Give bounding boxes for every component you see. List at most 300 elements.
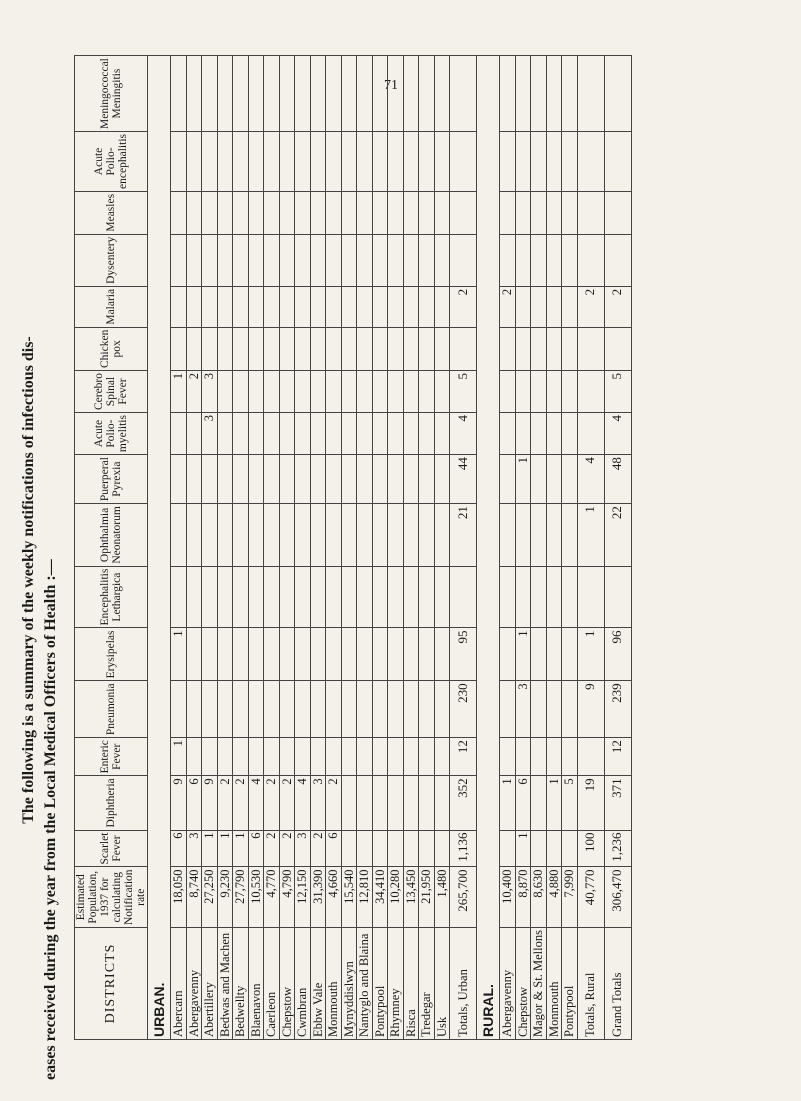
count-cell: [604, 56, 631, 132]
count-cell: [388, 327, 404, 370]
count-cell: [186, 413, 202, 455]
count-cell: [500, 413, 516, 455]
count-cell: 5: [450, 370, 477, 412]
count-cell: 2: [500, 286, 516, 327]
count-cell: [171, 504, 187, 566]
count-cell: [217, 738, 233, 776]
count-cell: [326, 327, 342, 370]
table-row: [531, 56, 547, 1040]
count-cell: [341, 56, 357, 132]
column-header: Acute Polio-encephalitis: [75, 132, 148, 192]
table-row: [403, 56, 419, 1040]
count-cell: [531, 681, 547, 738]
notifications-table: [74, 55, 632, 1040]
count-cell: [279, 234, 295, 286]
count-cell: [326, 628, 342, 681]
count-cell: [604, 566, 631, 628]
count-cell: [419, 132, 435, 192]
count-cell: 2: [186, 370, 202, 412]
count-cell: [434, 191, 450, 234]
count-cell: [248, 738, 264, 776]
count-cell: [279, 56, 295, 132]
count-cell: [577, 234, 604, 286]
population-cell: 10,400: [500, 867, 516, 928]
count-cell: [326, 56, 342, 132]
count-cell: [419, 56, 435, 132]
count-cell: [372, 327, 388, 370]
count-cell: [388, 234, 404, 286]
column-header: Pneumonia: [75, 681, 148, 738]
column-header: Malaria: [75, 286, 148, 327]
total-row: [450, 56, 477, 1040]
district-name: Risca: [403, 928, 419, 1040]
count-cell: [279, 132, 295, 192]
count-cell: 6: [515, 776, 531, 830]
count-cell: [500, 566, 516, 628]
count-cell: [217, 327, 233, 370]
count-cell: 1: [577, 628, 604, 681]
count-cell: [264, 504, 280, 566]
count-cell: 2: [450, 286, 477, 327]
count-cell: [434, 776, 450, 830]
count-cell: [326, 234, 342, 286]
count-cell: [372, 370, 388, 412]
caption: [18, 80, 62, 1080]
count-cell: [171, 681, 187, 738]
count-cell: [546, 628, 562, 681]
count-cell: [310, 566, 326, 628]
count-cell: [500, 327, 516, 370]
count-cell: [372, 56, 388, 132]
count-cell: [450, 234, 477, 286]
count-cell: [577, 191, 604, 234]
count-cell: [264, 413, 280, 455]
district-name: Cwmbran: [295, 928, 311, 1040]
count-cell: [171, 455, 187, 504]
table-row: [388, 56, 404, 1040]
count-cell: [500, 191, 516, 234]
count-cell: [434, 738, 450, 776]
count-cell: 371: [604, 776, 631, 830]
count-cell: [403, 370, 419, 412]
count-cell: 5: [604, 370, 631, 412]
header-row: [75, 56, 148, 1040]
count-cell: [279, 455, 295, 504]
count-cell: [546, 327, 562, 370]
count-cell: [233, 327, 249, 370]
count-cell: [295, 191, 311, 234]
table-row: [202, 56, 218, 1040]
count-cell: [357, 370, 373, 412]
table-row: [279, 56, 295, 1040]
count-cell: 100: [577, 830, 604, 867]
table-row: [546, 56, 562, 1040]
table-row: [295, 56, 311, 1040]
district-name: Abergavenny: [500, 928, 516, 1040]
count-cell: 3: [202, 413, 218, 455]
district-name: Rhymney: [388, 928, 404, 1040]
count-cell: [248, 628, 264, 681]
count-cell: [202, 56, 218, 132]
count-cell: [372, 566, 388, 628]
count-cell: [357, 738, 373, 776]
population-cell: 7,990: [562, 867, 578, 928]
count-cell: [388, 566, 404, 628]
district-name: Abergavenny: [186, 928, 202, 1040]
table-row: [562, 56, 578, 1040]
count-cell: 21: [450, 504, 477, 566]
count-cell: [171, 327, 187, 370]
count-cell: [341, 413, 357, 455]
count-cell: [310, 132, 326, 192]
count-cell: [577, 132, 604, 192]
count-cell: 1: [577, 504, 604, 566]
count-cell: [357, 455, 373, 504]
count-cell: [171, 286, 187, 327]
count-cell: [310, 286, 326, 327]
count-cell: [233, 286, 249, 327]
count-cell: [341, 327, 357, 370]
count-cell: 2: [233, 776, 249, 830]
count-cell: [388, 132, 404, 192]
section-heading-row: [477, 56, 500, 1040]
count-cell: [419, 628, 435, 681]
count-cell: [562, 738, 578, 776]
count-cell: [341, 628, 357, 681]
count-cell: [357, 504, 373, 566]
count-cell: [546, 286, 562, 327]
count-cell: 95: [450, 628, 477, 681]
count-cell: 2: [264, 776, 280, 830]
count-cell: [372, 286, 388, 327]
count-cell: [403, 327, 419, 370]
population-cell: 13,450: [403, 867, 419, 928]
population-cell: 4,880: [546, 867, 562, 928]
count-cell: [233, 628, 249, 681]
count-cell: [310, 455, 326, 504]
count-cell: [171, 56, 187, 132]
count-cell: [546, 191, 562, 234]
count-cell: [217, 681, 233, 738]
count-cell: [403, 738, 419, 776]
count-cell: [202, 455, 218, 504]
count-cell: [279, 738, 295, 776]
count-cell: 1: [233, 830, 249, 867]
count-cell: [419, 566, 435, 628]
count-cell: [531, 234, 547, 286]
count-cell: [310, 191, 326, 234]
count-cell: [264, 370, 280, 412]
count-cell: [419, 738, 435, 776]
count-cell: [434, 681, 450, 738]
count-cell: [202, 738, 218, 776]
count-cell: [500, 370, 516, 412]
count-cell: [388, 370, 404, 412]
count-cell: [326, 455, 342, 504]
column-header: Meningococcal Meningitis: [75, 56, 148, 132]
count-cell: [233, 504, 249, 566]
column-header: Estimated Population, 1937 for calculating Notification rate: [75, 867, 148, 928]
count-cell: [264, 566, 280, 628]
count-cell: 1: [546, 776, 562, 830]
count-cell: [562, 132, 578, 192]
count-cell: [264, 681, 280, 738]
population-cell: 10,280: [388, 867, 404, 928]
count-cell: [403, 56, 419, 132]
count-cell: 1: [217, 830, 233, 867]
count-cell: [264, 56, 280, 132]
count-cell: 2: [279, 830, 295, 867]
count-cell: [388, 455, 404, 504]
count-cell: 1: [515, 628, 531, 681]
count-cell: [500, 504, 516, 566]
table-row: [419, 56, 435, 1040]
count-cell: 3: [515, 681, 531, 738]
count-cell: [310, 628, 326, 681]
count-cell: [434, 56, 450, 132]
count-cell: [450, 56, 477, 132]
count-cell: [562, 830, 578, 867]
count-cell: [372, 738, 388, 776]
population-cell: 8,870: [515, 867, 531, 928]
count-cell: [264, 738, 280, 776]
count-cell: [357, 234, 373, 286]
count-cell: [500, 681, 516, 738]
count-cell: [515, 504, 531, 566]
population-cell: 27,790: [233, 867, 249, 928]
count-cell: [500, 738, 516, 776]
table-row: [500, 56, 516, 1040]
table-row: [186, 56, 202, 1040]
count-cell: [233, 132, 249, 192]
count-cell: [419, 234, 435, 286]
count-cell: [248, 234, 264, 286]
count-cell: [531, 776, 547, 830]
count-cell: 44: [450, 455, 477, 504]
count-cell: [341, 504, 357, 566]
count-cell: 5: [562, 776, 578, 830]
count-cell: [233, 738, 249, 776]
count-cell: [357, 413, 373, 455]
table-row: [326, 56, 342, 1040]
count-cell: [186, 56, 202, 132]
count-cell: [531, 191, 547, 234]
count-cell: [217, 286, 233, 327]
count-cell: [562, 191, 578, 234]
count-cell: [233, 191, 249, 234]
count-cell: 3: [295, 830, 311, 867]
count-cell: [310, 504, 326, 566]
caption-line-2: eases received during the year from the Local Medical Officers of Health :—: [42, 559, 59, 1080]
count-cell: [372, 830, 388, 867]
count-cell: [562, 504, 578, 566]
count-cell: [419, 191, 435, 234]
count-cell: [233, 413, 249, 455]
district-name: Monmouth: [546, 928, 562, 1040]
count-cell: [341, 455, 357, 504]
count-cell: 6: [171, 830, 187, 867]
column-header: Enteric Fever: [75, 738, 148, 776]
count-cell: [326, 413, 342, 455]
count-cell: [403, 413, 419, 455]
count-cell: [434, 413, 450, 455]
count-cell: [515, 191, 531, 234]
count-cell: [372, 234, 388, 286]
count-cell: [202, 681, 218, 738]
count-cell: [403, 234, 419, 286]
table-row: [217, 56, 233, 1040]
count-cell: [434, 132, 450, 192]
count-cell: [546, 566, 562, 628]
count-cell: 352: [450, 776, 477, 830]
count-cell: [279, 413, 295, 455]
count-cell: [217, 191, 233, 234]
districts-header: DISTRICTS: [75, 928, 148, 1040]
count-cell: [264, 455, 280, 504]
count-cell: [341, 566, 357, 628]
count-cell: [186, 132, 202, 192]
count-cell: [372, 413, 388, 455]
count-cell: [341, 830, 357, 867]
count-cell: [500, 56, 516, 132]
district-name: Usk: [434, 928, 450, 1040]
count-cell: [341, 370, 357, 412]
count-cell: 9: [171, 776, 187, 830]
count-cell: [202, 191, 218, 234]
count-cell: [279, 327, 295, 370]
count-cell: [326, 286, 342, 327]
district-name: Monmouth: [326, 928, 342, 1040]
count-cell: [577, 566, 604, 628]
count-cell: [434, 628, 450, 681]
section-heading-row: [148, 56, 171, 1040]
table-row: [233, 56, 249, 1040]
count-cell: [202, 504, 218, 566]
count-cell: [248, 286, 264, 327]
district-name: Ebbw Vale: [310, 928, 326, 1040]
count-cell: [604, 327, 631, 370]
count-cell: [326, 681, 342, 738]
count-cell: [604, 132, 631, 192]
count-cell: 22: [604, 504, 631, 566]
column-header: Measles: [75, 191, 148, 234]
count-cell: [388, 681, 404, 738]
count-cell: [186, 681, 202, 738]
count-cell: [357, 566, 373, 628]
count-cell: [248, 132, 264, 192]
count-cell: [531, 504, 547, 566]
count-cell: [233, 234, 249, 286]
district-name: Caerleon: [264, 928, 280, 1040]
count-cell: [500, 830, 516, 867]
count-cell: [434, 370, 450, 412]
count-cell: [248, 370, 264, 412]
count-cell: [500, 234, 516, 286]
count-cell: [295, 738, 311, 776]
count-cell: [500, 132, 516, 192]
count-cell: [217, 132, 233, 192]
count-cell: [531, 56, 547, 132]
column-header: Chicken pox: [75, 327, 148, 370]
column-header: Acute Polio-myelitis: [75, 413, 148, 455]
count-cell: [562, 327, 578, 370]
table-row: [357, 56, 373, 1040]
count-cell: [186, 628, 202, 681]
population-cell: 265,700: [450, 867, 477, 928]
count-cell: [326, 566, 342, 628]
count-cell: [233, 370, 249, 412]
count-cell: [434, 830, 450, 867]
count-cell: [264, 327, 280, 370]
count-cell: [372, 776, 388, 830]
count-cell: [531, 370, 547, 412]
count-cell: [531, 132, 547, 192]
count-cell: [562, 455, 578, 504]
count-cell: [341, 132, 357, 192]
count-cell: [500, 628, 516, 681]
count-cell: [264, 191, 280, 234]
count-cell: [515, 327, 531, 370]
count-cell: [562, 370, 578, 412]
count-cell: [419, 286, 435, 327]
count-cell: [515, 738, 531, 776]
count-cell: [372, 504, 388, 566]
count-cell: [515, 234, 531, 286]
count-cell: [604, 191, 631, 234]
count-cell: [531, 455, 547, 504]
count-cell: [341, 191, 357, 234]
count-cell: 2: [279, 776, 295, 830]
count-cell: [388, 191, 404, 234]
count-cell: [515, 370, 531, 412]
count-cell: [186, 286, 202, 327]
count-cell: [450, 191, 477, 234]
count-cell: 48: [604, 455, 631, 504]
count-cell: [295, 455, 311, 504]
count-cell: [388, 56, 404, 132]
count-cell: [326, 504, 342, 566]
count-cell: 1: [500, 776, 516, 830]
count-cell: [546, 234, 562, 286]
count-cell: [233, 566, 249, 628]
count-cell: 96: [604, 628, 631, 681]
count-cell: [326, 370, 342, 412]
count-cell: [279, 191, 295, 234]
count-cell: [248, 413, 264, 455]
count-cell: [264, 132, 280, 192]
count-cell: [434, 504, 450, 566]
count-cell: [562, 628, 578, 681]
count-cell: [419, 370, 435, 412]
count-cell: 4: [604, 413, 631, 455]
count-cell: [248, 191, 264, 234]
count-cell: [295, 286, 311, 327]
count-cell: [546, 681, 562, 738]
count-cell: [562, 413, 578, 455]
count-cell: [531, 413, 547, 455]
count-cell: [357, 776, 373, 830]
population-cell: 10,530: [248, 867, 264, 928]
count-cell: [419, 455, 435, 504]
count-cell: 1: [171, 738, 187, 776]
count-cell: [450, 327, 477, 370]
count-cell: [531, 327, 547, 370]
district-name: Blaenavon: [248, 928, 264, 1040]
count-cell: 2: [217, 776, 233, 830]
total-row: [604, 56, 631, 1040]
count-cell: [403, 830, 419, 867]
count-cell: [279, 681, 295, 738]
